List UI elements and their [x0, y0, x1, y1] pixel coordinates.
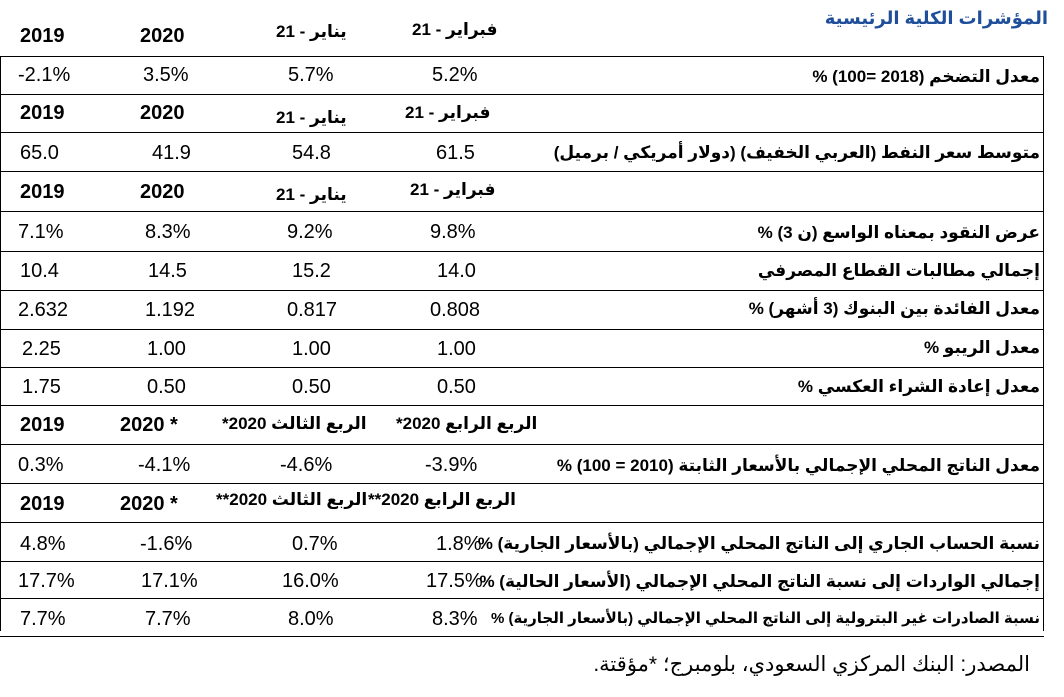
row-divider — [0, 444, 1044, 445]
value-2020: 7.7% — [145, 608, 191, 630]
header-2019: 2019 — [20, 25, 65, 47]
value-jan: 54.8 — [292, 142, 331, 164]
value-feb: 17.5% — [426, 570, 483, 592]
header-2020: 2020 * — [120, 414, 178, 436]
value-feb: 14.0 — [437, 260, 476, 282]
row-divider — [0, 405, 1044, 406]
row-divider — [0, 290, 1044, 291]
value-2019: 10.4 — [20, 260, 59, 282]
value-feb: 0.808 — [430, 299, 481, 321]
column-divider — [0, 56, 1, 631]
indicator-label: معدل التضخم (2018 =100) % — [812, 67, 1040, 86]
row-divider — [0, 598, 1044, 599]
row-divider — [0, 94, 1044, 95]
value-2019: 7.7% — [20, 608, 66, 630]
value-2020: 41.9 — [152, 142, 191, 164]
row-divider — [0, 171, 1044, 172]
header-2020: 2020 — [140, 25, 185, 47]
value-feb: 8.3% — [432, 608, 478, 630]
value-2019: 65.0 — [20, 142, 59, 164]
header-2019: 2019 — [20, 414, 65, 436]
header-q3: الربع الثالث 2020** — [216, 490, 368, 509]
row-divider — [0, 251, 1044, 252]
indicator-label: إجمالي الواردات إلى نسبة الناتج المحلي الإجمالي (الأسعار الحالية) % — [479, 572, 1040, 591]
value-2019: 2.632 — [18, 299, 69, 321]
header-q4: الربع الرابع 2020** — [368, 490, 516, 509]
header-2019: 2019 — [20, 102, 65, 124]
value-2020: 1.192 — [145, 299, 196, 321]
value-2019: 1.75 — [22, 376, 61, 398]
value-feb: 1.00 — [437, 338, 476, 360]
row-divider — [0, 522, 1044, 523]
header-jan: يناير - 21 — [276, 185, 347, 204]
row-divider — [0, 367, 1044, 368]
row-divider — [0, 329, 1044, 330]
page-title: المؤشرات الكلية الرئيسية — [824, 8, 1048, 28]
value-jan: 8.0% — [288, 608, 334, 630]
header-q3: الربع الثالث 2020* — [222, 414, 367, 433]
header-2019: 2019 — [20, 181, 65, 203]
value-jan: 0.7% — [292, 533, 338, 555]
value-feb: 5.2% — [432, 64, 478, 86]
row-divider — [0, 211, 1044, 212]
value-jan: 0.817 — [287, 299, 338, 321]
indicator-label: نسبة الصادرات غير البترولية إلى الناتج المحلي الإجمالي (بالأسعار الجارية) % — [490, 610, 1040, 627]
header-jan: يناير - 21 — [276, 108, 347, 127]
value-2020: 17.1% — [141, 570, 198, 592]
value-jan: 15.2 — [292, 260, 331, 282]
indicator-label: متوسط سعر النفط (العربي الخفيف) (دولار أمريكي / برميل) — [553, 143, 1040, 162]
header-feb: فبراير - 21 — [405, 103, 491, 122]
header-q4: الربع الرابع 2020* — [396, 414, 538, 433]
header-2020: 2020 — [140, 102, 185, 124]
indicator-label: نسبة الحساب الجاري إلى الناتج المحلي الإجمالي (بالأسعار الجارية) % — [477, 534, 1040, 553]
value-jan: -4.6% — [280, 454, 333, 476]
value-2019: 0.3% — [18, 454, 64, 476]
indicator-label: إجمالي مطالبات القطاع المصرفي — [757, 261, 1040, 280]
row-divider — [0, 483, 1044, 484]
indicator-label: معدل الفائدة بين البنوك (3 أشهر) % — [748, 299, 1040, 318]
value-2019: 4.8% — [20, 533, 66, 555]
source-note: المصدر: البنك المركزي السعودي، بلومبرج؛ *مؤقتة. — [593, 653, 1030, 676]
header-feb: فبراير - 21 — [410, 180, 496, 199]
row-divider — [0, 56, 1044, 57]
header-2020: 2020 — [140, 181, 185, 203]
value-2020: 1.00 — [147, 338, 186, 360]
value-2019: -2.1% — [18, 64, 71, 86]
header-jan: يناير - 21 — [276, 22, 347, 41]
header-2019: 2019 — [20, 493, 65, 515]
column-divider — [1043, 56, 1044, 631]
row-divider — [0, 561, 1044, 562]
value-2020: 3.5% — [143, 64, 189, 86]
value-jan: 5.7% — [288, 64, 334, 86]
value-feb: 9.8% — [430, 221, 476, 243]
value-feb: 0.50 — [437, 376, 476, 398]
indicator-label: معدل الناتج المحلي الإجمالي بالأسعار الثابتة (2010 = 100) % — [556, 456, 1040, 475]
row-divider — [0, 132, 1044, 133]
value-jan: 1.00 — [292, 338, 331, 360]
value-jan: 0.50 — [292, 376, 331, 398]
indicator-label: معدل إعادة الشراء العكسي % — [797, 377, 1040, 396]
value-2020: 14.5 — [148, 260, 187, 282]
value-feb: 1.8% — [436, 533, 482, 555]
indicator-label: معدل الريبو % — [923, 338, 1040, 357]
value-2020: 0.50 — [147, 376, 186, 398]
value-2019: 17.7% — [18, 570, 75, 592]
value-feb: 61.5 — [436, 142, 475, 164]
value-jan: 9.2% — [287, 221, 333, 243]
value-jan: 16.0% — [282, 570, 339, 592]
value-2020: -1.6% — [140, 533, 193, 555]
row-divider — [0, 636, 1044, 637]
header-2020: 2020 * — [120, 493, 178, 515]
indicator-label: عرض النقود بمعناه الواسع (ن 3) % — [757, 223, 1040, 242]
header-feb: فبراير - 21 — [412, 20, 498, 39]
value-2020: -4.1% — [138, 454, 191, 476]
value-2019: 2.25 — [22, 338, 61, 360]
value-2019: 7.1% — [18, 221, 64, 243]
value-2020: 8.3% — [145, 221, 191, 243]
value-feb: -3.9% — [425, 454, 478, 476]
